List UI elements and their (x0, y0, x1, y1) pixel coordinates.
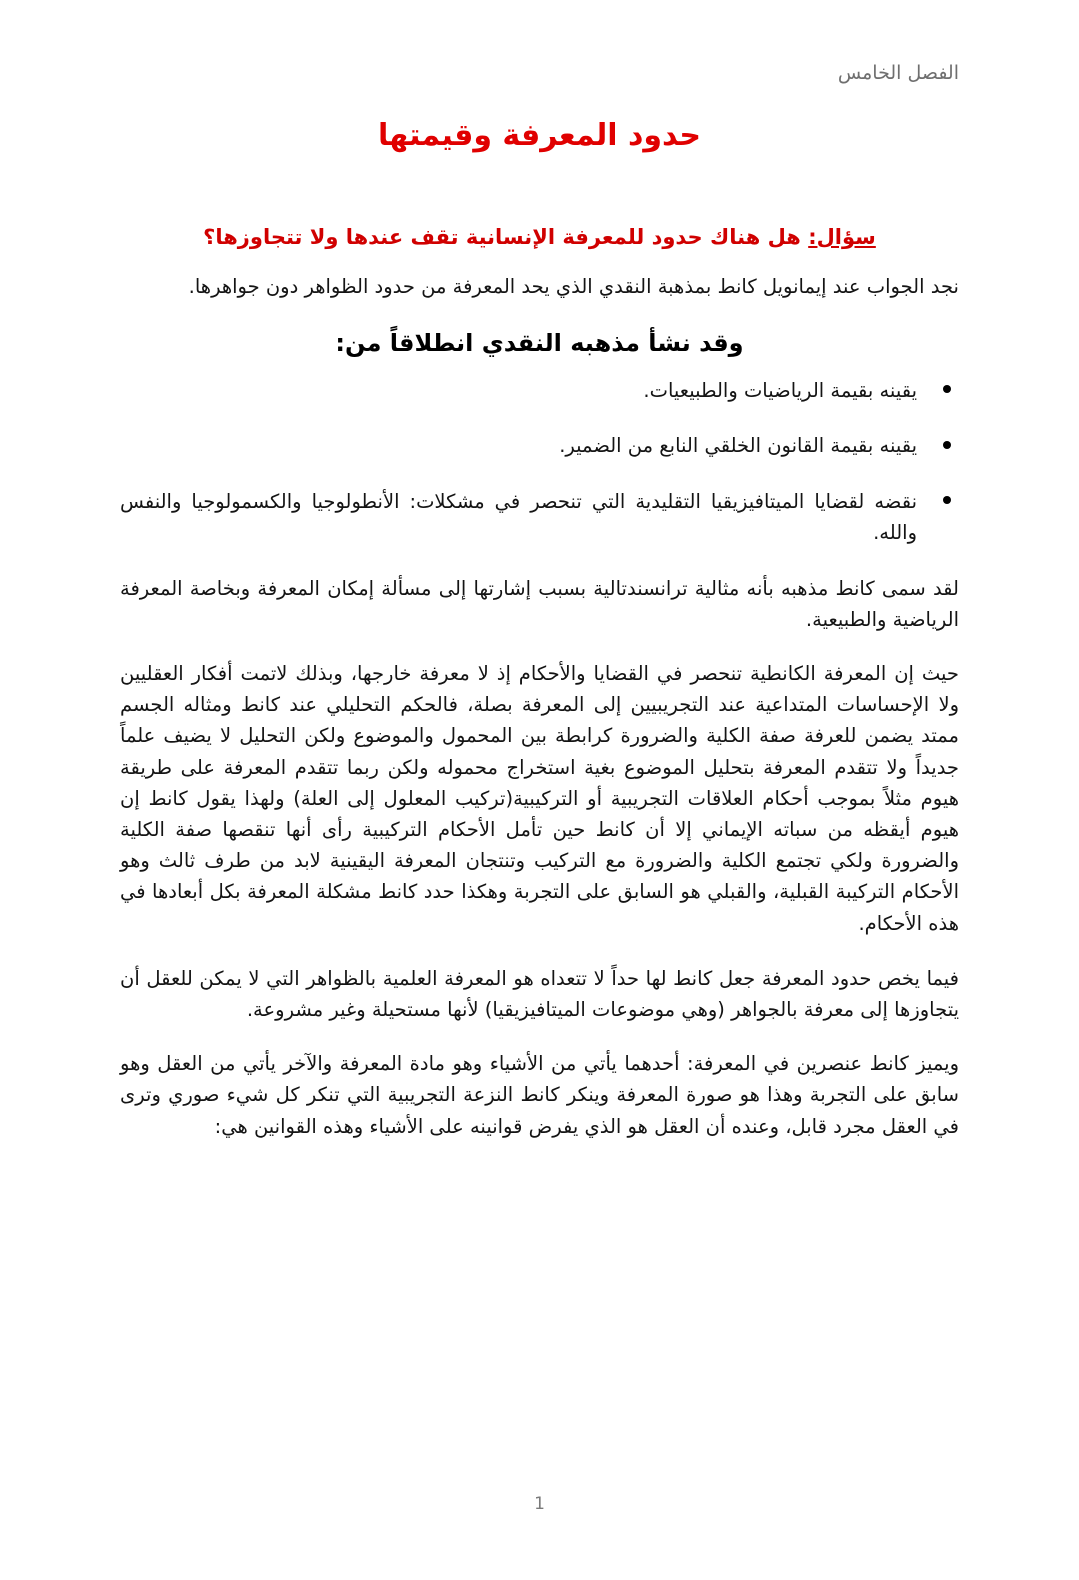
paragraph-answer: نجد الجواب عند إيمانويل كانط بمذهبة النقدي الذي يحد المعرفة من حدود الظواهر دون جواهرها. (188, 275, 959, 298)
list-item (120, 375, 959, 407)
bullet-dot-icon (943, 385, 951, 393)
question-text: هل هناك حدود للمعرفة الإنسانية تقف عندها ولا تتجاوزها؟ (203, 225, 809, 249)
list-item-label: يقينه بقيمة القانون الخلقي النابع من الضمير. (559, 434, 917, 458)
chapter-label: الفصل الخامس (837, 62, 959, 84)
page-title: حدود المعرفة وقيمتها (378, 118, 701, 153)
list-item-label: نقضه لقضايا الميتافيزيقيا التقليدية التي تنحصر في مشكلات: الأنطولوجيا والكسمولوجيا والنفس والله. (120, 489, 917, 545)
paragraph-kantian-knowledge: حيث إن المعرفة الكانطية تنحصر في القضايا والأحكام إذ لا معرفة خارجها، وبذلك لاتمت أفكار العقليين ولا الإحساسات المتداعية عند التجريبيين إلى المعرفة بصلة، فالحكم التحليلي عند كانط ومثاله الجسم ممتد يضمن للعرفة صفة الكلية والضرورة كرابطة بين المحمول والموضوع ولكن التحليل لا يضيف علماً جديداً ولا تتقدم المعرفة بتحليل الموضوع بغية استخراج محموله ولكن ربما تتقدم المعرفة على طريقة هيوم مثلاً بموجب أحكام العلاقات التجريبية أو التركيبية(تركيب المعلول إلى العلة) ولهذا يقول كانط إن هيوم أيقظه من سباته الإيماني إلا أن كانط حين تأمل الأحكام التركيبية رأى أنها تنقصها صفة الكلية والضرورة ولكي تجتمع الكلية والضرورة مع التركيب وتنتجان المعرفة اليقينية لابد من طرف ثالث وهو الأحكام التركيبة القبلية، والقبلي هو السابق على التجربة وهكذا حدد كانط مشكلة المعرفة بكل أبعادها في هذه الأحكام. (120, 662, 959, 935)
paragraph-elements-of-knowledge: ويميز كانط عنصرين في المعرفة: أحدهما يأتي من الأشياء وهو مادة المعرفة والآخر يأتي من العقل وهو سابق على التجربة وهذا هو صورة المعرفة وينكر كانط النزعة التجريبية التي تنكر كل شيء صوري وترى في العقل مجرد قابل، وعنده أن العقل هو الذي يفرض قوانينه على الأشياء وهذه القوانين هي: (120, 1051, 959, 1139)
document-body (120, 118, 959, 1165)
document-footer (0, 1494, 1079, 1514)
bullet-dot-icon (943, 441, 951, 449)
paragraph-transcendental: لقد سمى كانط مذهبه بأنه مثالية ترانسندتالية بسبب إشارتها إلى مسألة إمكان المعرفة وبخاصة المعرفة الرياضية والطبيعية. (120, 576, 959, 632)
origins-bullet-list (120, 375, 959, 549)
list-item (120, 430, 959, 462)
question-label: سؤال: (808, 225, 876, 249)
page-number: 1 (534, 1494, 545, 1514)
bullet-dot-icon (943, 496, 951, 504)
sub-heading-origins: وقد نشأ مذهبه النقدي انطلاقاً من: (335, 328, 744, 357)
list-item (120, 486, 959, 549)
question-heading (120, 225, 959, 249)
paragraph-limits-of-knowledge: فيما يخص حدود المعرفة جعل كانط لها حداً لا تتعداه هو المعرفة العلمية بالظواهر التي لا يمكن للعقل أن يتجاوزها إلى معرفة بالجواهر (وهي موضوعات الميتافيزيقيا) لأنها مستحيلة وغير مشروعة. (120, 966, 959, 1022)
list-item-label: يقينه بقيمة الرياضيات والطبيعيات. (643, 378, 917, 402)
document-header (0, 62, 1079, 84)
